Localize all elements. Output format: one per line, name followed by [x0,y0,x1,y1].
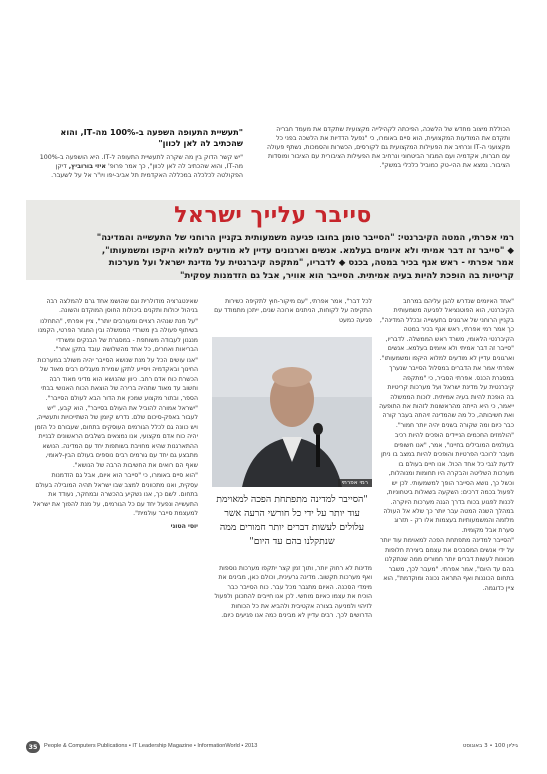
paragraph: "אחד האיומים שנדרש להגן עליהם במרחב הקיברנטי, הוא הפוטנציאל לפגיעה משמעותית בקניין הרוחני של ארגונים בתעשייה ובכלל המדינה", כך אמר רמי אפרתי, ראש אגף בכיר במטה הקיברנטי הלאומי, משרד ראש הממשלה. לדבריו, "סייבר זה דבר אמיתי ולא איומים בעלמא. אנשים וארגונים עדיין לא מודעים למלוא היקפו ומשמעותו". [379,298,514,362]
subhead-line-2: ◆ "סייבר זה דבר אמיתי ולא איומים בעלמא. אנשים וארגונים עדיין לא מודעים למלוא היקפו ומשמעותו", [101,245,514,256]
paragraph: "על מנת שנהיה רצויים ומעורבים יותר", ציין אפרתי, "התחלנו בשיתוף פעולה בין משרדי הממשלה ובין המגזר הפרטי, הקמנו מנגנון לעבודה משותפת - במסגרת של הבנקים ומשרדי הבריאות ואחרים, כל אחד מהשלושה עובד בתקן אחר". [38,317,198,354]
article-column-middle-bottom: מדינות לא רחוק יותר, ותוך זמן קצר יתקפו מערכות נוספות ואף מערכות תקשוב. מדינה גרעינית, וכולם כאן, מבינים את מימדי הסכנה. האיום מתגבר מכל עבר. כוח הסייבר כבר הוכיח את עצמו כאיום מוחשי. לכן אנו חייבים להתכונן ולפעול לזיהוי ולמניעה בצורה אקטיבית ולהביא את כל הכוחות הדרושים לכך. רבים עדיין לא מבינים כמה אנו פגיעים כיום. [214,565,372,620]
article-column-left [33,297,198,533]
paragraph: שאינטגרציה מודולרית וגם שהושמ אחד גרם להמלצה רבה בניהול יכולות ותקנים ביכולות החוסן המוקדם והשונה. [46,298,198,315]
top-quote-body-suffix: דיקן הפקולטה לכלכלה במכללה האקדמית תל אביב-יפו ויו"ר אל על לשעבר. [51,163,243,179]
subhead-line-1: רמי אפרתי, המטה הקיברנטי: "הסייבר טומן בחובו פגיעה משמעותית בקניין הרוחני של התעשייה והמדינה" [96,233,514,243]
top-quote-body [33,153,243,180]
photo-caption: רמי אפרתי [338,479,372,487]
subhead-line-4: קריטיות בה הופכת להיות בעיה אמיתית. הסייבר הוא אוויר, אבל גם הזדמנות עסקית" [180,270,514,281]
top-quote-body-name: איזי בורוביץ, [68,163,106,170]
paragraph: "הולמזים החכמים הנייידים הופכים להיות רכיב בעולמים המובילים בחיינו", אמר, "אנו חשופים מעבר לרוכבי הפרטיות והופכים להיות במצב בו ניתן לדעת לגבי כל אחד הכול. אנו חיים בעולם בו מערכות השליטה והבקרה היו תחומות ומנוהלות, וכשל כך, נושא הסייבר הופך למשמעותי. לכן יש לפעול בכמה דרכים: השקעה בשאלות ביטחוניות, לכנות לפגוע בכוח בדרך הגנה מערכות היוקרה. במהלך השנה המטה עבר יותר כך שלא אל העולה מלזמה והמשמעותיות בעצמות אלו רק - תזרוג סערת אבל מקומית. [380,432,514,534]
subhead-line-3: אמר אפרתי - ראש אגף בכיר במטה, בכנס ◆ לדבריו, "מתקפה קיברנטית על מדינת ישראל ועל מערכות [108,258,514,268]
top-quote-body-prefix: "יש קשר הדוק בין מה שקרה לתעשיית התעופה ל-IT. היא הושפעה ב-100% מה-IT, והוא שהכתיב לה לאן לכוון", כך אמר פרופ' [39,154,243,170]
article-headline: סייבר עלייך ישראל [174,203,372,228]
article-column-right [378,297,514,594]
page-number: 35 [26,741,40,753]
pull-quote: "הסייבר למדינה מתפתחת הפכה למאוימת עוד יותר על ידי כל חורשי הרעה אשר עלולים לעשות דברים יותר חמורים ממה שנתקלנו בהם עד היום" [216,494,368,547]
article-subhead [36,232,514,282]
top-quote-box [33,127,243,180]
paragraph: "הסייבר למדינה מתפתחת הפכה למאוימת עוד יותר על ידי אנשים המסבכים את עצמם ביצירת חלופות מכוונות לעשות דברים יותר חמורים ממה שנתקלנו בהם עד היום", אמר אפרתי. "מעבר לכך, משבר בתחום הכוננות ואף התראה נכונה ומוקדמת", הוא ציין כדוגמה. [380,537,514,592]
article-column-middle-top: לכל דבר", אמר אפרתי, "עם מיקור-חוץ לתקיפה כשירות התקיפה על לקוחות, הניתנים ארוכה שנים, ייתכן מתמודד עם פגיעה כמעט [214,298,372,324]
previous-article-ending: הכוללת מיצוב מחדש של הלשכה, הפיכתה לקהילייה מקצועית שתקדם את מעמד חבריה ותקדם את המודעות המקצועית, הוא סיים באומרו, כי "נפעל הדדיות את הלשכה בפני כל מקצועני ה-IT ונרחיב את הפעילות המקצועית גם לקורסים, הכשרות והסמכות, נשתף פעולה עם חברות, אקדמיה ועם המגזר הביטחוני ונרחיב את הפעילות הציבורית עם הציבור ומוסדות הציבור. נמצא את ההי-טק כמוביל כלכלי במשק". [266,126,510,169]
speaker-photo [212,337,372,487]
paragraph: "הוא סיים באומרו, כי "סייבר הוא איום, אבל גם הזדמנות עסקית, ואנו מתכוונים למצב שבו ישראל תהיה המובילה בעולם בתחום. לשם כך, אנו נשקיע בהכשרה ובמחקר, נעודד את התעשייה ונפעל יחד עם כל הגורמים, על מנת להפוך את ישראל למעצמת סייבר עולמית". [33,472,198,517]
publisher-line: People & Computers Publications • IT Leadership Magazine • InformationWorld • 2013 [44,743,258,749]
author-signature: יוסי הטוני [170,523,198,531]
issue-info: גיליון 100 • 3 באוגוסט [462,743,518,749]
top-quote-title: "תעשיית התעופה השפעה ב-100% מה-IT, והוא שהכתיב לה לאן לכוון" [60,127,243,148]
paragraph: אפרתי אמר את הדברים במסלול הסייבר שנערך במסגרת הכנס. אפרתי הסביר, כי "מתקפה קיברנטית על מדינת ישראל ועל מערכות קריטיות בה הופכת להיות בעיה אמיתית. לוכות הממשלה ייאמר, כי היא הייתה מהראשונות לזהות את התופעה ואת חשיבותה, כל מה שהמדינה זיהתה בעבר קורה כבר כיום ומה שקורה בשנים יהיה יותר חמור". [379,365,514,429]
page-footer [26,741,520,753]
speaker-portrait-icon [212,337,372,487]
paragraph: "אנו עושים הכל על מנת שנושא הסייבר יהיה משולב במערכות החינוך ובאקדמיה ויסייע לתקן שמירת מעגלים רבים מאוד של הכשרת כוח אדם רחב. כיוון שהנושא הוא מדיני מאוד רבה וחשוב עד מאוד שתהיה ברירה של הוצאת הכוח האנושי בבתי הספר, ובתור מקצוע שמכין את הדור הבא לעולם הסייבר". [37,356,198,402]
paragraph: "ישראל אמורה להוביל את העולם בסייבר", הוא קבע, "יש לעבור באפק-סיכום שלם. נדרש קיומן של השתייכויות ותעשייה, ויש כוונה גם לכלל הגורמים העוסקים בתחום, שעבורם כל הזמן יהיה כוח אדם מקצועי, אנו נמצאים בשלבים הראשונים לבניית ההתארגנות שהיא מחויבת בשותפות יחד עם המדינה. הנושא מתבצע גם יחד עם גורמים רבים נוספים בעולם הבין-לאומי, שאף הם רואים את החשיבות הרבה של הנושא". [34,404,198,469]
